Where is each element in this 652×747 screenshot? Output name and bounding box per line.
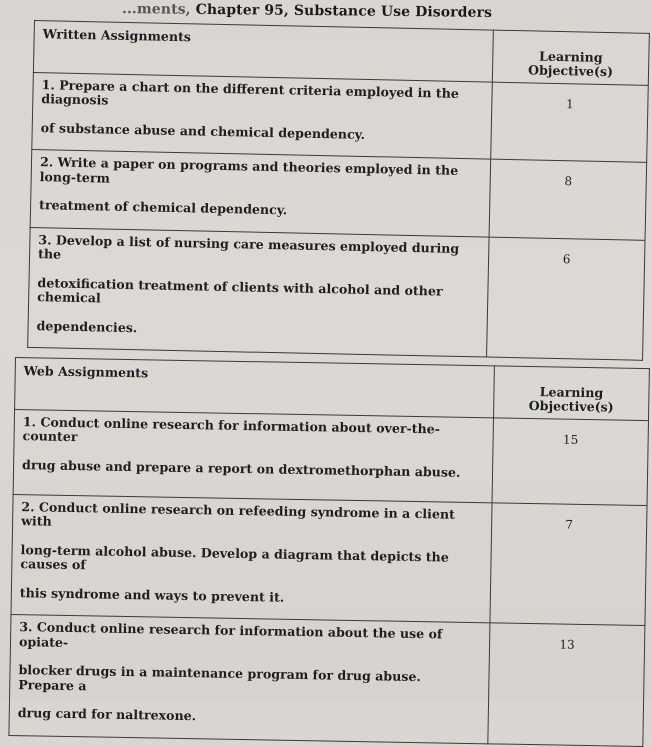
assignment-line: drug card for naltrexone. xyxy=(17,705,197,724)
assignment-line: 2. Conduct online research on refeeding syndrome in a client with xyxy=(21,499,456,530)
assignment-line: detoxification treatment of clients with alcohol and other chemical xyxy=(37,274,443,306)
assignment-line: long-term alcohol abuse. Develop a diagram that depicts the causes of xyxy=(20,542,449,573)
assignment-line: this syndrome and ways to prevent it. xyxy=(19,584,285,605)
assignment-line: treatment of chemical dependency. xyxy=(38,197,288,218)
assignment-cell xyxy=(9,615,490,744)
assignment-cell xyxy=(28,227,489,357)
written-header: Written Assignments xyxy=(33,21,493,83)
objective-cell: 8 xyxy=(489,159,647,240)
objective-cell: 7 xyxy=(490,503,647,626)
assignment-cell xyxy=(30,150,491,237)
table-row xyxy=(11,494,647,625)
web-header: Web Assignments xyxy=(15,358,495,418)
heading-cut-prefix: ...ments, xyxy=(121,1,191,18)
assignment-line: dependencies. xyxy=(36,317,138,335)
assignment-line: 2. Write a paper on programs and theories employed in the long-term xyxy=(39,154,459,186)
table-row xyxy=(30,150,646,240)
assignment-line: 3. Conduct online research for information about the use of opiate- xyxy=(18,619,443,650)
table-row xyxy=(9,615,645,746)
written-objective-header: Learning Objective(s) xyxy=(492,30,649,85)
web-assignments-table xyxy=(8,357,650,747)
table-row xyxy=(32,72,648,162)
objective-cell: 1 xyxy=(491,82,649,163)
assignment-line: 3. Develop a list of nursing care measures employed during the xyxy=(37,231,460,262)
web-objective-header: Learning Objective(s) xyxy=(494,366,650,421)
objective-cell: 15 xyxy=(492,418,648,506)
objective-cell: 13 xyxy=(488,623,645,746)
assignment-line: of substance abuse and chemical dependency. xyxy=(40,120,366,142)
assignment-line: 1. Prepare a chart on the different criteria employed in the diagnosis xyxy=(41,77,460,108)
assignment-cell xyxy=(13,409,493,502)
written-assignments-table xyxy=(27,20,650,361)
assignment-line: 1. Conduct online research for information about over-the-counter xyxy=(22,414,441,445)
table-row xyxy=(28,227,645,360)
objective-cell: 6 xyxy=(487,237,645,361)
assignment-cell xyxy=(32,72,493,159)
page-heading xyxy=(122,1,492,21)
chapter-title: Chapter 95, Substance Use Disorders xyxy=(195,1,493,21)
assignment-line: drug abuse and prepare a report on dextromethorphan abuse. xyxy=(21,457,461,480)
assignment-cell xyxy=(11,494,492,623)
assignment-line: blocker drugs in a maintenance program for drug abuse. Prepare a xyxy=(18,662,421,693)
table-row xyxy=(13,409,648,505)
